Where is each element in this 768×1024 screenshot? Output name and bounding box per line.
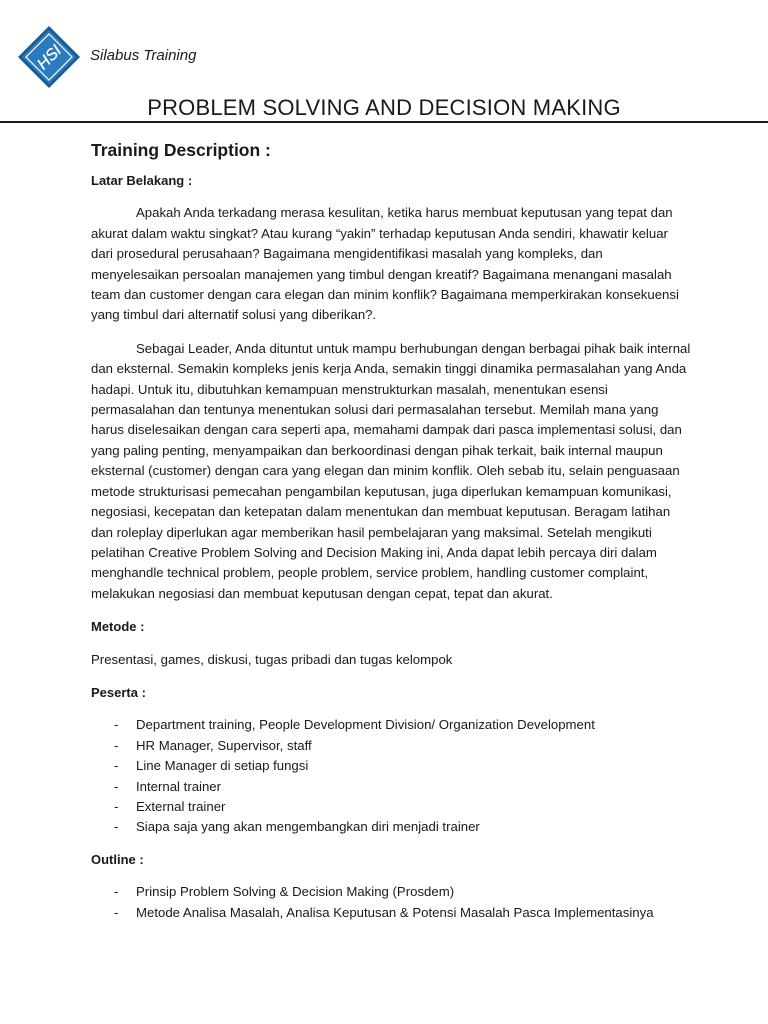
metode-text: Presentasi, games, diskusi, tugas pribadi dan tugas kelompok bbox=[91, 651, 453, 667]
list-item-text: External trainer bbox=[136, 798, 226, 814]
list-item-text: Department training, People Development Division/ Organization Development bbox=[136, 717, 595, 733]
outline-list bbox=[91, 882, 691, 923]
list-item bbox=[91, 817, 691, 837]
training-description-title: Training Description : bbox=[91, 140, 271, 160]
list-item-text: Prinsip Problem Solving & Decision Making (Prosdem) bbox=[136, 884, 455, 900]
list-item bbox=[91, 777, 691, 797]
hsi-logo bbox=[16, 24, 82, 90]
list-marker: - bbox=[114, 737, 119, 753]
paragraph-2: Sebagai Leader, Anda dituntut untuk mampu berhubungan dengan berbagai pihak baik internal dan eksternal. Semakin kompleks jenis kerja Anda, semakin tinggi dinamika permasalahan yang Anda hadapi. Untuk itu, dibutuhkan kemampuan menstrukturkan masalah, menentukan esensi permasalahan dan tentunya menentukan solusi dari permasalahan tersebut. Memilah mana yang harus diselesaikan dengan cara seperti apa, memahami dampak dari pasca implementasi solusi, dan yang paling penting, menyampaikan dan berkoordinasi dengan pihak terkait, baik internal maupun eksternal (customer) dengan cara yang elegan dan minim konflik. Oleh sebab itu, selain penguasaan metode strukturisasi pemecahan pengambilan keputusan, juga diperlukan kemampuan komunikasi, negosiasi, kecepatan dan ketepatan dalam menentukan dan membuat keputusan. Beragam latihan dan roleplay diperlukan agar memberikan hasil pembelajaran yang maksimal. Setelah mengikuti pelatihan Creative Problem Solving and Decision Making ini, Anda dapat lebih percaya diri dalam menghandle technical problem, people problem, service problem, handling customer complaint, melakukan negosiasi dan membuat keputusan dengan cepat, tepat dan akurat. bbox=[91, 340, 691, 601]
list-marker: - bbox=[114, 798, 119, 814]
outline-heading: Outline : bbox=[91, 851, 144, 867]
paragraph-1: Apakah Anda terkadang merasa kesulitan, ketika harus membuat keputusan yang tepat dan akurat dalam waktu singkat? Atau kurang “yakin” terhadap keputusan Anda sendiri, khawatir keluar dari prosedural perusahaan? Bagaimana mengidentifikasi masalah yang kompleks, dan menyelesaikan persoalan manajemen yang timbul dengan kreatif? Bagaimana menangani masalah team dan customer dengan cara elegan dan minim konflik? Bagaimana memperkirakan konsekuensi yang timbul dari alternatif solusi yang diberikan?. bbox=[91, 205, 679, 323]
metode-heading: Metode : bbox=[91, 619, 145, 635]
list-item bbox=[91, 736, 691, 756]
list-marker: - bbox=[114, 717, 119, 733]
latar-belakang-heading: Latar Belakang : bbox=[91, 173, 193, 188]
list-item bbox=[91, 903, 691, 923]
title-divider bbox=[0, 121, 768, 123]
document-body bbox=[91, 138, 691, 935]
list-item bbox=[91, 882, 691, 902]
list-item bbox=[91, 715, 691, 735]
list-marker: - bbox=[114, 758, 119, 774]
peserta-list bbox=[91, 715, 691, 837]
list-item-text: Metode Analisa Masalah, Analisa Keputusan & Potensi Masalah Pasca Implementasinya bbox=[136, 904, 654, 920]
list-item bbox=[91, 756, 691, 776]
list-marker: - bbox=[114, 904, 119, 920]
peserta-heading: Peserta : bbox=[91, 684, 146, 700]
list-marker: - bbox=[114, 819, 119, 835]
list-item-text: Line Manager di setiap fungsi bbox=[136, 758, 309, 774]
list-marker: - bbox=[114, 884, 119, 900]
list-item-text: HR Manager, Supervisor, staff bbox=[136, 737, 312, 753]
list-marker: - bbox=[114, 778, 119, 794]
list-item-text: Internal trainer bbox=[136, 778, 222, 794]
list-item-text: Siapa saja yang akan mengembangkan diri menjadi trainer bbox=[136, 819, 480, 835]
logo-lettering: HSI bbox=[34, 42, 66, 74]
header-subtitle: Silabus Training bbox=[90, 47, 197, 64]
list-item bbox=[91, 797, 691, 817]
document-title: PROBLEM SOLVING AND DECISION MAKING bbox=[147, 95, 621, 120]
